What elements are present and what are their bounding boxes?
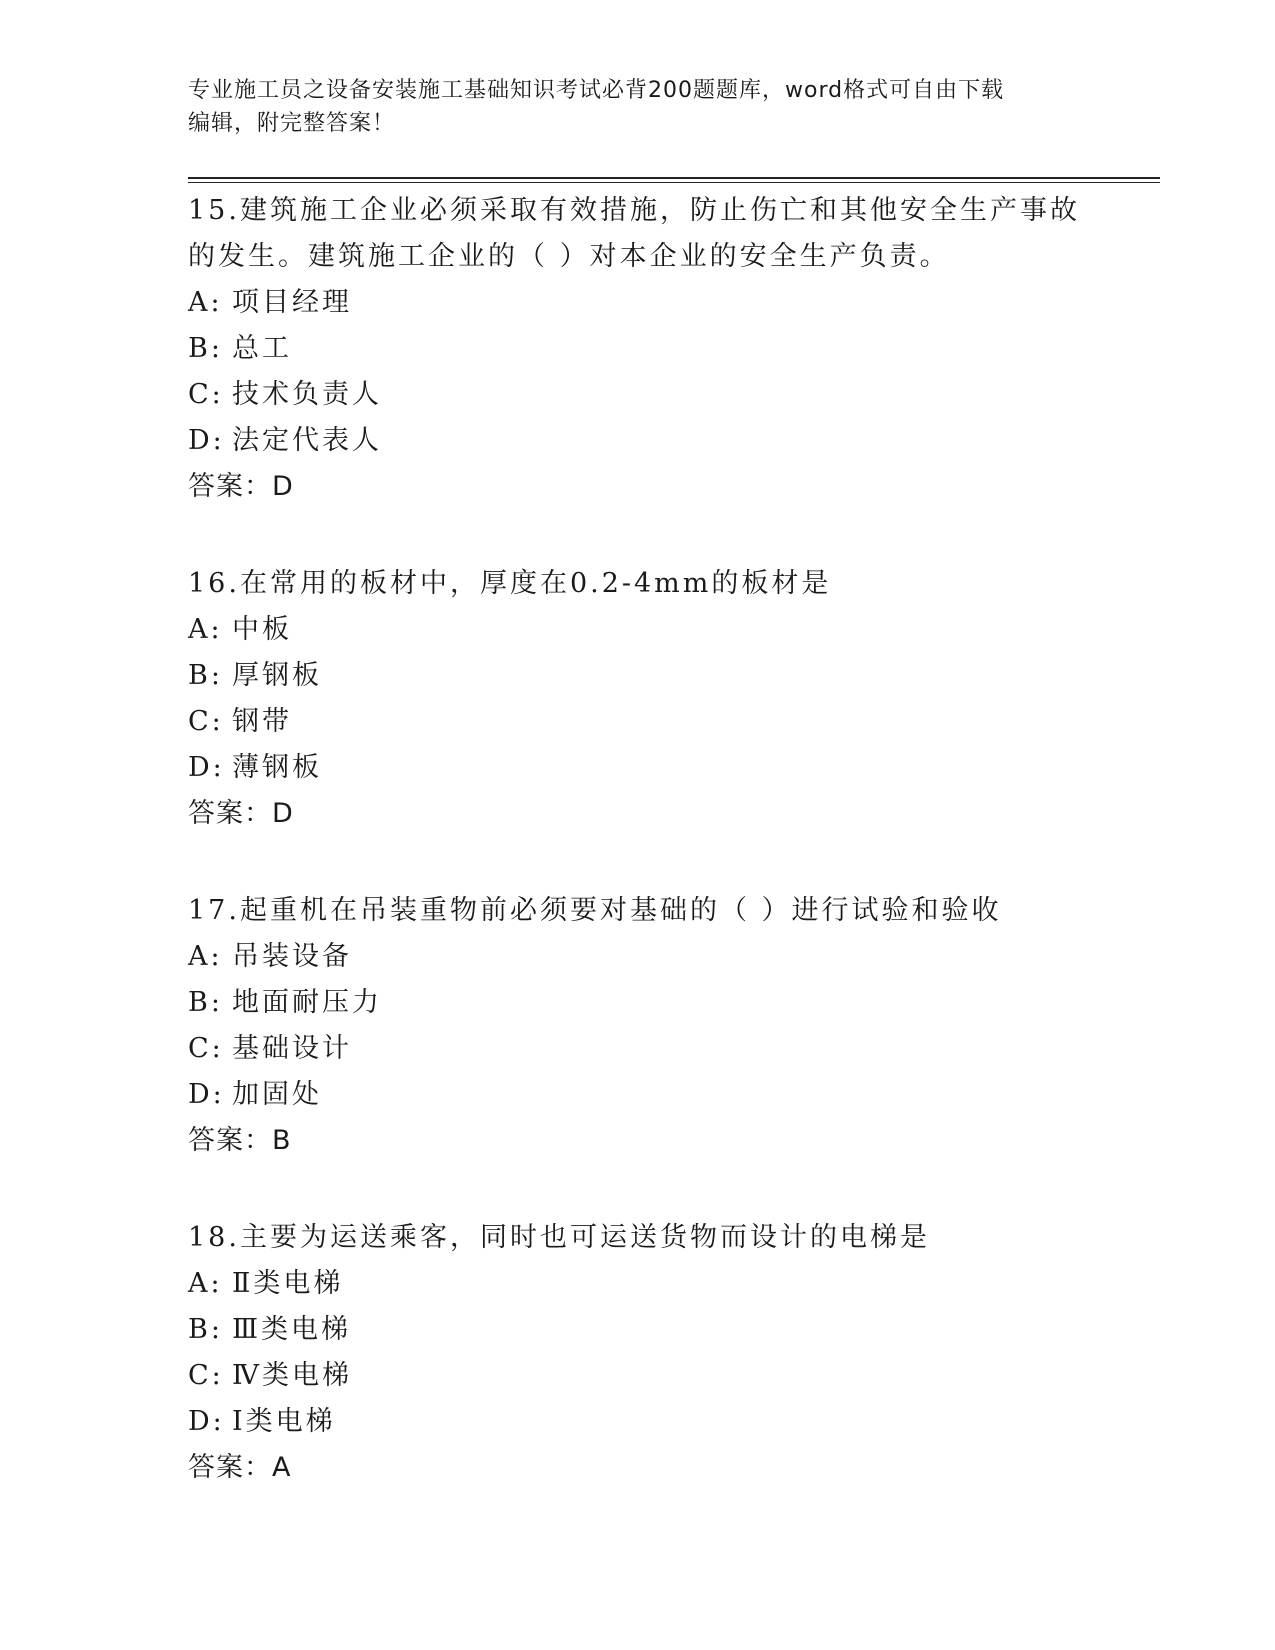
option-key: B: xyxy=(188,660,223,691)
option-text: Ⅲ类电梯 xyxy=(232,1314,352,1345)
option-key: D: xyxy=(188,1079,225,1110)
option-text: 钢带 xyxy=(232,706,292,737)
option-c xyxy=(188,699,1088,745)
option-b xyxy=(188,980,1088,1026)
option-text: 地面耐压力 xyxy=(232,987,382,1018)
option-key: D: xyxy=(188,425,225,456)
header-divider-thick xyxy=(188,177,1160,179)
option-text: 厚钢板 xyxy=(232,660,322,691)
answer-line: 答案：D xyxy=(188,798,294,829)
option-c xyxy=(188,1353,1088,1399)
option-text: Ⅰ类电梯 xyxy=(232,1406,336,1437)
option-key: A: xyxy=(188,941,223,972)
option-text: 法定代表人 xyxy=(232,425,382,456)
option-b xyxy=(188,1307,1088,1353)
question-list xyxy=(188,188,1088,1542)
option-text: 技术负责人 xyxy=(232,379,382,410)
option-text: Ⅱ类电梯 xyxy=(232,1268,344,1299)
option-text: 加固处 xyxy=(232,1079,322,1110)
option-key: C: xyxy=(188,1033,224,1064)
answer-line: 答案：D xyxy=(188,471,294,502)
question-16 xyxy=(188,561,1088,837)
answer-line: 答案：B xyxy=(188,1125,292,1156)
option-a xyxy=(188,934,1088,980)
option-c xyxy=(188,372,1088,418)
option-d xyxy=(188,745,1088,791)
option-d xyxy=(188,1072,1088,1118)
option-key: A: xyxy=(188,614,223,645)
option-text: 中板 xyxy=(232,614,292,645)
option-b xyxy=(188,326,1088,372)
option-a xyxy=(188,1261,1088,1307)
question-title: 18.主要为运送乘客，同时也可运送货物而设计的电梯是 xyxy=(188,1222,930,1253)
option-text: 基础设计 xyxy=(232,1033,352,1064)
question-title: 17.起重机在吊装重物前必须要对基础的（ ）进行试验和验收 xyxy=(188,895,1002,926)
option-key: C: xyxy=(188,379,224,410)
option-a xyxy=(188,280,1088,326)
option-key: D: xyxy=(188,752,225,783)
option-key: B: xyxy=(188,1314,223,1345)
question-15 xyxy=(188,188,1088,510)
option-text: 薄钢板 xyxy=(232,752,322,783)
question-title: 15.建筑施工企业必须采取有效措施，防止伤亡和其他安全生产事故的发生。建筑施工企业的（ ）对本企业的安全生产负责。 xyxy=(188,195,1080,272)
header-divider-thin xyxy=(188,182,1160,183)
question-17 xyxy=(188,888,1088,1164)
option-d xyxy=(188,418,1088,464)
option-text: Ⅳ类电梯 xyxy=(232,1360,352,1391)
option-key: A: xyxy=(188,287,223,318)
document-header xyxy=(188,74,1068,140)
option-key: A: xyxy=(188,1268,223,1299)
option-c xyxy=(188,1026,1088,1072)
option-text: 项目经理 xyxy=(232,287,352,318)
option-a xyxy=(188,607,1088,653)
answer-line: 答案：A xyxy=(188,1452,292,1483)
header-line-2: 编辑，附完整答案！ xyxy=(188,111,396,136)
option-d xyxy=(188,1399,1088,1445)
option-text: 吊装设备 xyxy=(232,941,352,972)
option-b xyxy=(188,653,1088,699)
option-key: C: xyxy=(188,1360,224,1391)
question-18 xyxy=(188,1215,1088,1491)
option-text: 总工 xyxy=(232,333,292,364)
option-key: B: xyxy=(188,333,223,364)
header-line-1: 专业施工员之设备安装施工基础知识考试必背200题题库，word格式可自由下载 xyxy=(188,78,1005,103)
option-key: D: xyxy=(188,1406,225,1437)
option-key: B: xyxy=(188,987,223,1018)
question-title: 16.在常用的板材中，厚度在0.2-4mm的板材是 xyxy=(188,568,832,599)
option-key: C: xyxy=(188,706,224,737)
